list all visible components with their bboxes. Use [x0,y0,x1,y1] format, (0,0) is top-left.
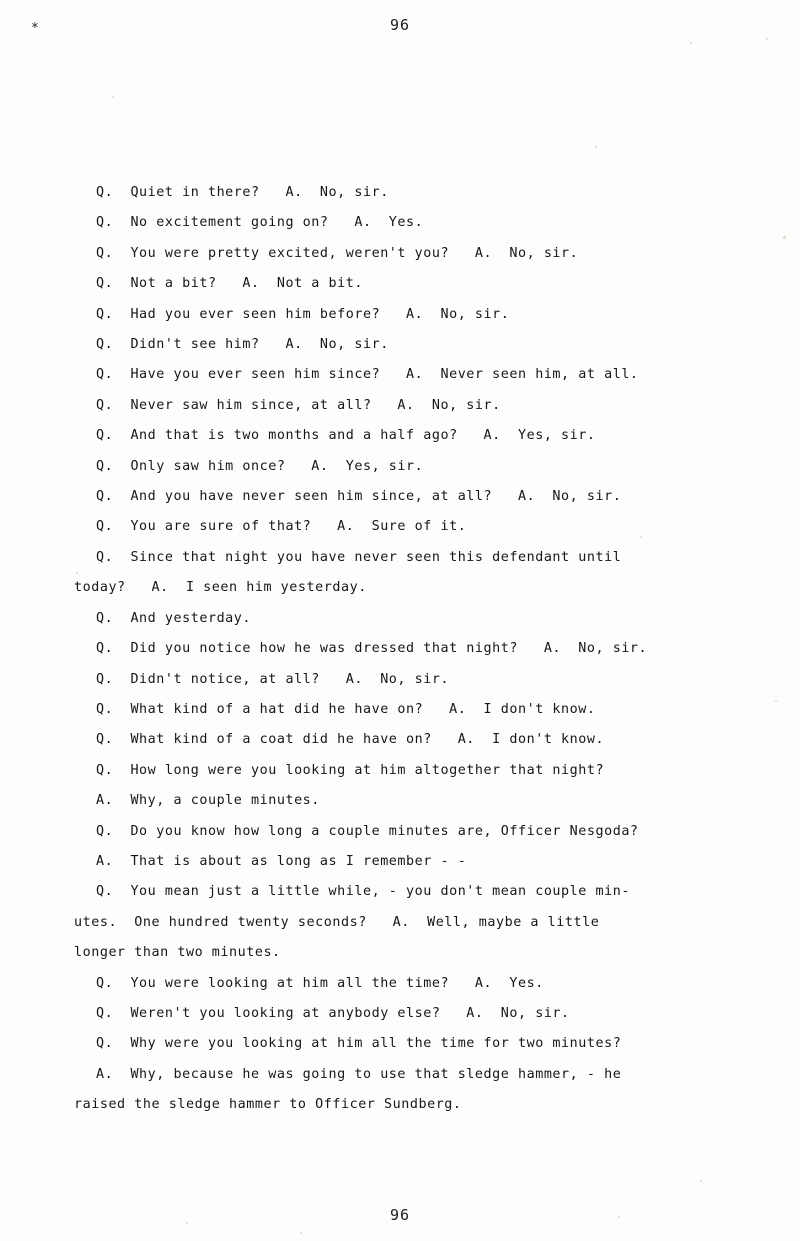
scan-speck [186,1222,188,1224]
transcript-line: A. Why, a couple minutes. [96,793,320,809]
transcript-line: Q. Since that night you have never seen this defendant until [96,549,622,565]
page-number-bottom: 96 [389,1206,411,1224]
scan-speck [112,96,114,98]
transcript-line: Q. Quiet in there? A. No, sir. [96,185,389,200]
transcript-line: A. Why, because he was going to use that sledge hammer, - he [96,1066,622,1082]
transcript-line: Q. And that is two months and a half ago? A. Yes, sir. [96,428,596,444]
transcript-line: Q. What kind of a hat did he have on? A. I don't know. [96,701,596,717]
scan-speck [595,146,597,148]
scan-speck [690,42,692,44]
scan-speck [775,700,777,702]
scan-speck [618,1216,620,1218]
scan-speck [76,572,78,574]
transcript-body [74,178,786,1121]
transcript-line: Q. Why were you looking at him all the time for two minutes? [96,1036,622,1052]
scan-speck [640,536,642,538]
transcript-line: Q. Not a bit? A. Not a bit. [96,276,363,292]
transcript-line: A. That is about as long as I remember - - [96,853,467,869]
transcript-line: raised the sledge hammer to Officer Sundberg. [74,1097,462,1113]
transcript-line: Q. Have you ever seen him since? A. Never seen him, at all. [96,367,639,383]
transcript-line: Q. And yesterday. [96,610,252,626]
transcript-line: today? A. I seen him yesterday. [74,580,367,596]
transcript-line: Q. You were looking at him all the time? A. Yes. [96,975,544,991]
transcript-line: Q. Weren't you looking at anybody else? A. No, sir. [96,1005,570,1021]
scan-speck [700,1180,702,1182]
transcript-line: Q. And you have never seen him since, at all? A. No, sir. [96,489,622,505]
transcript-line: Q. You mean just a little while, - you don't mean couple min- [96,884,630,900]
transcript-line: Q. Do you know how long a couple minutes are, Officer Nesgoda? [96,823,639,839]
page-number-top: 96 [389,16,411,34]
transcript-line: Q. Never saw him since, at all? A. No, sir. [96,397,501,413]
scan-speck [766,38,768,40]
transcript-line: Q. How long were you looking at him altogether that night? [96,762,605,778]
transcript-line: Q. You were pretty excited, weren't you? A. No, sir. [96,245,579,261]
transcript-line: Q. No excitement going on? A. Yes. [96,215,424,231]
transcript-line: Q. Did you notice how he was dressed that night? A. No, sir. [96,641,648,657]
transcript-line: Q. Didn't notice, at all? A. No, sir. [96,671,450,687]
scan-speck [300,1232,302,1234]
transcript-line: Q. Only saw him once? A. Yes, sir. [96,458,424,474]
transcript-line: Q. Didn't see him? A. No, sir. [96,337,389,353]
transcript-line: Q. Had you ever seen him before? A. No, sir. [96,306,510,322]
transcript-line: Q. You are sure of that? A. Sure of it. [96,519,467,535]
transcript-line: longer than two minutes. [74,945,281,961]
transcript-line: utes. One hundred twenty seconds? A. Well, maybe a little [74,914,600,930]
corner-mark: * [31,21,39,36]
scan-speck [783,236,786,239]
transcript-line: Q. What kind of a coat did he have on? A. I don't know. [96,732,605,748]
